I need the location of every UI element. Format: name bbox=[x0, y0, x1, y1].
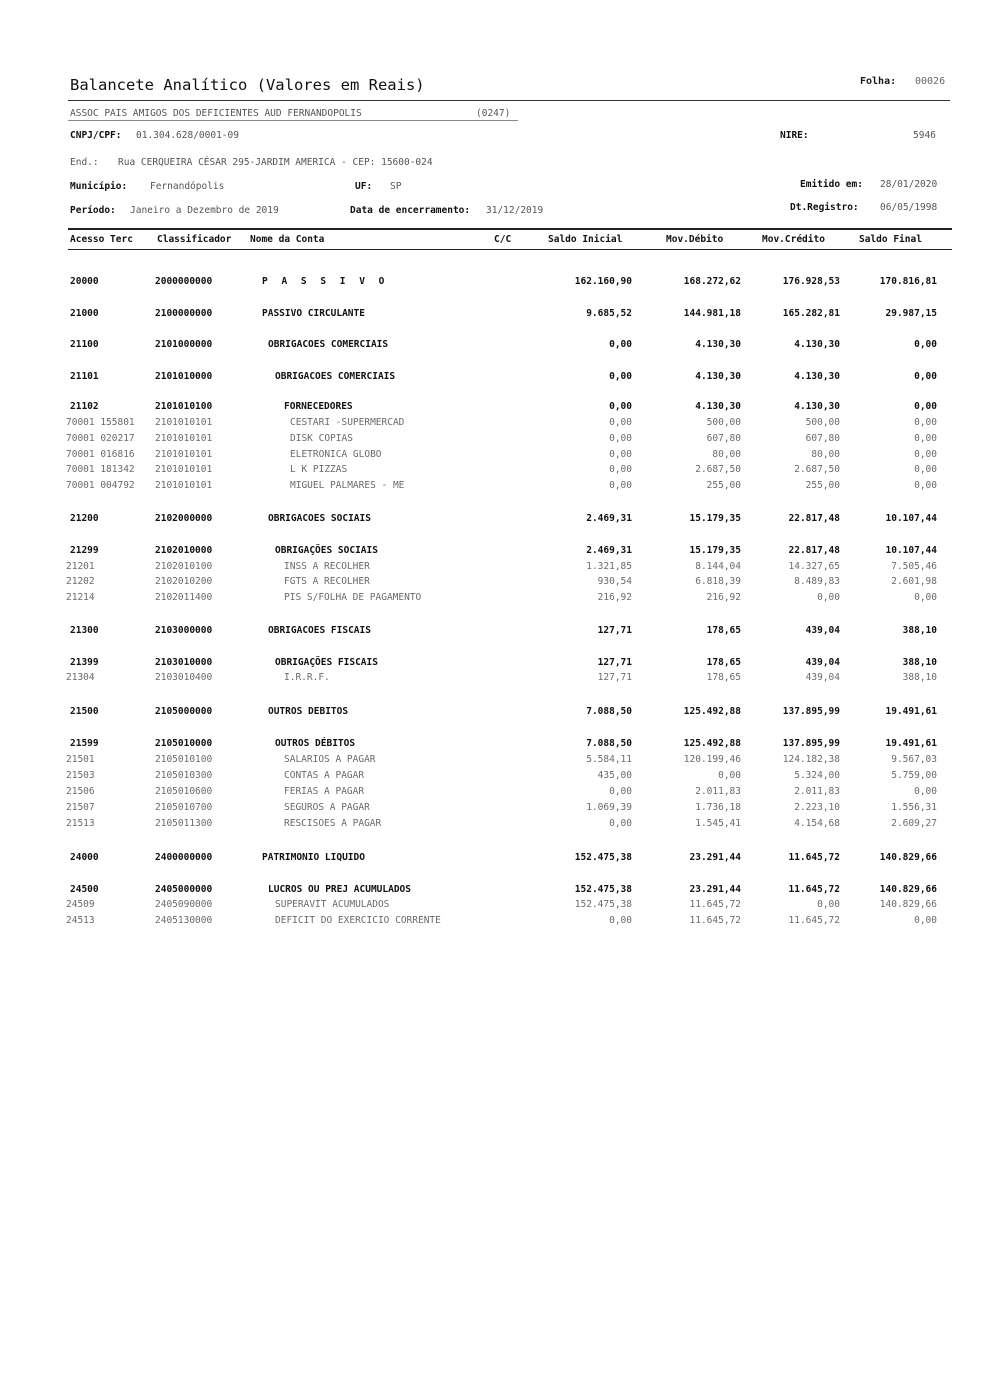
saldo-inicial-value: 216,92 bbox=[597, 592, 632, 603]
nire-value: 5946 bbox=[913, 130, 936, 141]
mov-debito-value: 15.179,35 bbox=[689, 545, 741, 556]
municipio-label: Município: bbox=[70, 181, 128, 192]
table-row bbox=[0, 464, 992, 478]
account-classificador: 2405090000 bbox=[155, 899, 213, 910]
mov-debito-value: 144.981,18 bbox=[683, 308, 741, 319]
saldo-final-value: 140.829,66 bbox=[879, 884, 937, 895]
saldo-inicial-value: 0,00 bbox=[609, 464, 632, 475]
mov-debito-value: 15.179,35 bbox=[689, 513, 741, 524]
account-name: INSS A RECOLHER bbox=[284, 561, 370, 572]
saldo-final-value: 140.829,66 bbox=[879, 852, 937, 863]
folha-label: Folha: bbox=[860, 76, 897, 87]
account-classificador: 2105010100 bbox=[155, 754, 213, 765]
mov-debito-value: 2.687,50 bbox=[695, 464, 741, 475]
account-acesso: 21501 bbox=[66, 754, 95, 765]
account-acesso: 21304 bbox=[66, 672, 95, 683]
mov-credito-value: 22.817,48 bbox=[788, 545, 840, 556]
account-classificador: 2100000000 bbox=[155, 308, 213, 319]
table-row bbox=[0, 592, 992, 606]
account-acesso: 21506 bbox=[66, 786, 95, 797]
saldo-final-value: 1.556,31 bbox=[891, 802, 937, 813]
entity-name: ASSOC PAIS AMIGOS DOS DEFICIENTES AUD FERNANDOPOLIS bbox=[70, 108, 362, 119]
mov-debito-value: 255,00 bbox=[706, 480, 741, 491]
endereco-value: Rua CERQUEIRA CÉSAR 295-JARDIM AMERICA - CEP: 15600-024 bbox=[118, 157, 433, 168]
account-acesso: 24509 bbox=[66, 899, 95, 910]
entity-rule bbox=[68, 120, 518, 121]
mov-debito-value: 1.736,18 bbox=[695, 802, 741, 813]
mov-credito-value: 11.645,72 bbox=[788, 852, 840, 863]
mov-debito-value: 6.818,39 bbox=[695, 576, 741, 587]
table-row bbox=[0, 884, 992, 898]
account-name: FGTS A RECOLHER bbox=[284, 576, 370, 587]
table-row bbox=[0, 339, 992, 353]
report-title: Balancete Analítico (Valores em Reais) bbox=[70, 76, 425, 94]
encerramento-value: 31/12/2019 bbox=[486, 205, 544, 216]
periodo-label: Período: bbox=[70, 205, 116, 216]
table-row bbox=[0, 786, 992, 800]
encerramento-label: Data de encerramento: bbox=[350, 205, 471, 216]
account-classificador: 2101010101 bbox=[155, 449, 213, 460]
account-name: FORNECEDORES bbox=[284, 401, 353, 412]
account-acesso: 21000 bbox=[70, 308, 99, 319]
saldo-final-value: 2.601,98 bbox=[891, 576, 937, 587]
saldo-inicial-value: 0,00 bbox=[609, 449, 632, 460]
table-row bbox=[0, 449, 992, 463]
mov-debito-value: 0,00 bbox=[718, 770, 741, 781]
account-classificador: 2101010100 bbox=[155, 401, 213, 412]
col-mov-debito: Mov.Débito bbox=[666, 234, 724, 245]
saldo-final-value: 29.987,15 bbox=[885, 308, 937, 319]
saldo-final-value: 19.491,61 bbox=[885, 706, 937, 717]
account-name: OBRIGAÇÕES FISCAIS bbox=[275, 657, 378, 668]
saldo-inicial-value: 1.069,39 bbox=[586, 802, 632, 813]
table-row bbox=[0, 672, 992, 686]
mov-credito-value: 2.011,83 bbox=[794, 786, 840, 797]
account-classificador: 2102000000 bbox=[155, 513, 213, 524]
mov-credito-value: 2.223,10 bbox=[794, 802, 840, 813]
col-saldo-final: Saldo Final bbox=[859, 234, 922, 245]
account-classificador: 2101010101 bbox=[155, 464, 213, 475]
table-row bbox=[0, 754, 992, 768]
col-nome-conta: Nome da Conta bbox=[250, 234, 325, 245]
periodo-value: Janeiro a Dezembro de 2019 bbox=[130, 205, 279, 216]
account-classificador: 2102010100 bbox=[155, 561, 213, 572]
uf-value: SP bbox=[390, 181, 402, 192]
account-name: OUTROS DEBITOS bbox=[268, 706, 349, 717]
saldo-final-value: 0,00 bbox=[914, 449, 937, 460]
account-classificador: 2103010000 bbox=[155, 657, 213, 668]
account-acesso: 21399 bbox=[70, 657, 99, 668]
saldo-final-value: 10.107,44 bbox=[885, 513, 937, 524]
endereco-label: End.: bbox=[70, 157, 99, 168]
table-row bbox=[0, 657, 992, 671]
registro-value: 06/05/1998 bbox=[880, 202, 938, 213]
mov-credito-value: 137.895,99 bbox=[782, 706, 840, 717]
account-acesso: 70001 155801 bbox=[66, 417, 135, 428]
saldo-final-value: 19.491,61 bbox=[885, 738, 937, 749]
saldo-inicial-value: 2.469,31 bbox=[586, 545, 632, 556]
saldo-inicial-value: 7.088,50 bbox=[586, 738, 632, 749]
saldo-final-value: 388,10 bbox=[902, 625, 937, 636]
saldo-final-value: 170.816,81 bbox=[879, 276, 937, 287]
account-acesso: 21300 bbox=[70, 625, 99, 636]
mov-debito-value: 500,00 bbox=[706, 417, 741, 428]
municipio-value: Fernandópolis bbox=[150, 181, 225, 192]
saldo-final-value: 10.107,44 bbox=[885, 545, 937, 556]
account-acesso: 24000 bbox=[70, 852, 99, 863]
mov-credito-value: 4.130,30 bbox=[794, 339, 840, 350]
mov-credito-value: 22.817,48 bbox=[788, 513, 840, 524]
mov-credito-value: 11.645,72 bbox=[788, 884, 840, 895]
mov-debito-value: 120.199,46 bbox=[683, 754, 741, 765]
saldo-inicial-value: 127,71 bbox=[597, 672, 632, 683]
account-classificador: 2101010000 bbox=[155, 371, 213, 382]
mov-debito-value: 168.272,62 bbox=[683, 276, 741, 287]
mov-credito-value: 5.324,00 bbox=[794, 770, 840, 781]
account-acesso: 21202 bbox=[66, 576, 95, 587]
account-classificador: 2400000000 bbox=[155, 852, 213, 863]
account-name: DEFICIT DO EXERCICIO CORRENTE bbox=[275, 915, 441, 926]
account-classificador: 2105010600 bbox=[155, 786, 213, 797]
saldo-inicial-value: 930,54 bbox=[597, 576, 632, 587]
mov-debito-value: 216,92 bbox=[706, 592, 741, 603]
account-acesso: 70001 016816 bbox=[66, 449, 135, 460]
account-acesso: 21299 bbox=[70, 545, 99, 556]
mov-credito-value: 4.154,68 bbox=[794, 818, 840, 829]
account-classificador: 2105000000 bbox=[155, 706, 213, 717]
table-row bbox=[0, 561, 992, 575]
mov-debito-value: 4.130,30 bbox=[695, 371, 741, 382]
saldo-final-value: 7.505,46 bbox=[891, 561, 937, 572]
saldo-inicial-value: 0,00 bbox=[609, 818, 632, 829]
mov-debito-value: 80,00 bbox=[712, 449, 741, 460]
account-classificador: 2105010700 bbox=[155, 802, 213, 813]
account-acesso: 24500 bbox=[70, 884, 99, 895]
account-classificador: 2105010000 bbox=[155, 738, 213, 749]
account-classificador: 2103000000 bbox=[155, 625, 213, 636]
col-saldo-inicial: Saldo Inicial bbox=[548, 234, 623, 245]
table-row bbox=[0, 545, 992, 559]
mov-credito-value: 165.282,81 bbox=[782, 308, 840, 319]
table-row bbox=[0, 899, 992, 913]
saldo-final-value: 0,00 bbox=[914, 464, 937, 475]
account-acesso: 21503 bbox=[66, 770, 95, 781]
table-row bbox=[0, 625, 992, 639]
mov-debito-value: 178,65 bbox=[706, 657, 741, 668]
saldo-inicial-value: 0,00 bbox=[609, 915, 632, 926]
saldo-inicial-value: 152.475,38 bbox=[574, 899, 632, 910]
mov-debito-value: 2.011,83 bbox=[695, 786, 741, 797]
account-name: PASSIVO CIRCULANTE bbox=[262, 308, 365, 319]
table-row bbox=[0, 371, 992, 385]
mov-debito-value: 11.645,72 bbox=[689, 915, 741, 926]
account-classificador: 2405000000 bbox=[155, 884, 213, 895]
table-row bbox=[0, 513, 992, 527]
saldo-inicial-value: 0,00 bbox=[609, 433, 632, 444]
account-name: LUCROS OU PREJ ACUMULADOS bbox=[268, 884, 411, 895]
saldo-inicial-value: 5.584,11 bbox=[586, 754, 632, 765]
account-name: DISK COPIAS bbox=[290, 433, 353, 444]
table-row bbox=[0, 818, 992, 832]
account-name: FERIAS A PAGAR bbox=[284, 786, 365, 797]
emitido-value: 28/01/2020 bbox=[880, 179, 938, 190]
saldo-inicial-value: 0,00 bbox=[609, 417, 632, 428]
saldo-final-value: 0,00 bbox=[914, 786, 937, 797]
mov-credito-value: 607,80 bbox=[805, 433, 840, 444]
mov-debito-value: 11.645,72 bbox=[689, 899, 741, 910]
mov-credito-value: 137.895,99 bbox=[782, 738, 840, 749]
saldo-inicial-value: 152.475,38 bbox=[574, 852, 632, 863]
cnpj-value: 01.304.628/0001-09 bbox=[136, 130, 239, 141]
account-acesso: 70001 004792 bbox=[66, 480, 135, 491]
account-classificador: 2102010200 bbox=[155, 576, 213, 587]
mov-credito-value: 124.182,38 bbox=[782, 754, 840, 765]
saldo-final-value: 0,00 bbox=[914, 915, 937, 926]
account-acesso: 21214 bbox=[66, 592, 95, 603]
saldo-inicial-value: 0,00 bbox=[609, 371, 632, 382]
account-classificador: 2405130000 bbox=[155, 915, 213, 926]
saldo-inicial-value: 0,00 bbox=[609, 480, 632, 491]
table-row bbox=[0, 480, 992, 494]
table-row bbox=[0, 276, 992, 290]
account-acesso: 21513 bbox=[66, 818, 95, 829]
saldo-final-value: 0,00 bbox=[914, 417, 937, 428]
saldo-final-value: 388,10 bbox=[902, 672, 937, 683]
mov-credito-value: 2.687,50 bbox=[794, 464, 840, 475]
account-name: ELETRONICA GLOBO bbox=[290, 449, 382, 460]
account-acesso: 21599 bbox=[70, 738, 99, 749]
col-cc: C/C bbox=[494, 234, 512, 245]
table-row bbox=[0, 433, 992, 447]
saldo-inicial-value: 1.321,85 bbox=[586, 561, 632, 572]
saldo-inicial-value: 127,71 bbox=[597, 657, 632, 668]
mov-debito-value: 178,65 bbox=[706, 625, 741, 636]
registro-label: Dt.Registro: bbox=[790, 202, 859, 213]
account-classificador: 2101010101 bbox=[155, 433, 213, 444]
entity-code: (0247) bbox=[476, 108, 511, 119]
account-classificador: 2105010300 bbox=[155, 770, 213, 781]
account-name: SEGUROS A PAGAR bbox=[284, 802, 370, 813]
account-acesso: 20000 bbox=[70, 276, 99, 287]
account-acesso: 70001 020217 bbox=[66, 433, 135, 444]
saldo-inicial-value: 0,00 bbox=[609, 401, 632, 412]
account-acesso: 70001 181342 bbox=[66, 464, 135, 475]
account-acesso: 21102 bbox=[70, 401, 99, 412]
account-name: PATRIMONIO LIQUIDO bbox=[262, 852, 365, 863]
mov-credito-value: 439,04 bbox=[805, 672, 840, 683]
account-acesso: 21500 bbox=[70, 706, 99, 717]
saldo-inicial-value: 0,00 bbox=[609, 339, 632, 350]
saldo-inicial-value: 435,00 bbox=[597, 770, 632, 781]
account-classificador: 2105011300 bbox=[155, 818, 213, 829]
mov-debito-value: 23.291,44 bbox=[689, 852, 741, 863]
account-name: OUTROS DÉBITOS bbox=[275, 738, 356, 749]
account-name: CONTAS A PAGAR bbox=[284, 770, 365, 781]
table-row bbox=[0, 401, 992, 415]
account-classificador: 2101010101 bbox=[155, 417, 213, 428]
table-row bbox=[0, 308, 992, 322]
account-name: MIGUEL PALMARES - ME bbox=[290, 480, 405, 491]
uf-label: UF: bbox=[355, 181, 373, 192]
mov-debito-value: 125.492,88 bbox=[683, 706, 741, 717]
account-classificador: 2101010101 bbox=[155, 480, 213, 491]
saldo-final-value: 2.609,27 bbox=[891, 818, 937, 829]
top-rule bbox=[68, 100, 950, 101]
col-acesso-terc: Acesso Terc bbox=[70, 234, 133, 245]
account-acesso: 21200 bbox=[70, 513, 99, 524]
header-top-rule bbox=[68, 228, 952, 230]
cnpj-label: CNPJ/CPF: bbox=[70, 130, 122, 141]
saldo-final-value: 5.759,00 bbox=[891, 770, 937, 781]
account-acesso: 21100 bbox=[70, 339, 99, 350]
mov-credito-value: 0,00 bbox=[817, 899, 840, 910]
header-bottom-rule bbox=[68, 249, 952, 250]
mov-debito-value: 125.492,88 bbox=[683, 738, 741, 749]
mov-debito-value: 23.291,44 bbox=[689, 884, 741, 895]
nire-label: NIRE: bbox=[780, 130, 809, 141]
mov-credito-value: 14.327,65 bbox=[788, 561, 840, 572]
saldo-inicial-value: 152.475,38 bbox=[574, 884, 632, 895]
account-name: RESCISOES A PAGAR bbox=[284, 818, 382, 829]
mov-credito-value: 500,00 bbox=[805, 417, 840, 428]
saldo-inicial-value: 9.685,52 bbox=[586, 308, 632, 319]
saldo-inicial-value: 162.160,90 bbox=[574, 276, 632, 287]
account-classificador: 2000000000 bbox=[155, 276, 213, 287]
mov-debito-value: 1.545,41 bbox=[695, 818, 741, 829]
saldo-final-value: 0,00 bbox=[914, 401, 937, 412]
mov-credito-value: 11.645,72 bbox=[788, 915, 840, 926]
mov-debito-value: 178,65 bbox=[706, 672, 741, 683]
account-acesso: 21507 bbox=[66, 802, 95, 813]
mov-credito-value: 4.130,30 bbox=[794, 401, 840, 412]
account-name: OBRIGACOES FISCAIS bbox=[268, 625, 371, 636]
mov-credito-value: 8.489,83 bbox=[794, 576, 840, 587]
saldo-inicial-value: 0,00 bbox=[609, 786, 632, 797]
mov-debito-value: 4.130,30 bbox=[695, 339, 741, 350]
account-name: SUPERAVIT ACUMULADOS bbox=[275, 899, 390, 910]
saldo-final-value: 0,00 bbox=[914, 339, 937, 350]
account-acesso: 21101 bbox=[70, 371, 99, 382]
table-row bbox=[0, 576, 992, 590]
account-name: CESTARI -SUPERMERCAD bbox=[290, 417, 405, 428]
table-row bbox=[0, 770, 992, 784]
folha-value: 00026 bbox=[915, 76, 946, 87]
saldo-inicial-value: 7.088,50 bbox=[586, 706, 632, 717]
table-row bbox=[0, 802, 992, 816]
mov-credito-value: 176.928,53 bbox=[782, 276, 840, 287]
saldo-final-value: 0,00 bbox=[914, 433, 937, 444]
mov-credito-value: 255,00 bbox=[805, 480, 840, 491]
account-name: OBRIGACOES COMERCIAIS bbox=[275, 371, 396, 382]
account-classificador: 2101000000 bbox=[155, 339, 213, 350]
account-name: OBRIGAÇÕES SOCIAIS bbox=[275, 545, 378, 556]
saldo-final-value: 140.829,66 bbox=[879, 899, 937, 910]
table-row bbox=[0, 417, 992, 431]
table-row bbox=[0, 915, 992, 929]
table-row bbox=[0, 738, 992, 752]
mov-debito-value: 8.144,04 bbox=[695, 561, 741, 572]
account-name: SALARIOS A PAGAR bbox=[284, 754, 376, 765]
mov-debito-value: 4.130,30 bbox=[695, 401, 741, 412]
saldo-final-value: 9.567,03 bbox=[891, 754, 937, 765]
saldo-final-value: 0,00 bbox=[914, 480, 937, 491]
account-acesso: 24513 bbox=[66, 915, 95, 926]
saldo-final-value: 388,10 bbox=[902, 657, 937, 668]
mov-credito-value: 80,00 bbox=[811, 449, 840, 460]
emitido-label: Emitido em: bbox=[800, 179, 863, 190]
account-acesso: 21201 bbox=[66, 561, 95, 572]
mov-credito-value: 0,00 bbox=[817, 592, 840, 603]
account-name: I.R.R.F. bbox=[284, 672, 330, 683]
mov-credito-value: 4.130,30 bbox=[794, 371, 840, 382]
saldo-final-value: 0,00 bbox=[914, 592, 937, 603]
table-row bbox=[0, 852, 992, 866]
account-classificador: 2102011400 bbox=[155, 592, 213, 603]
mov-credito-value: 439,04 bbox=[805, 625, 840, 636]
saldo-inicial-value: 127,71 bbox=[597, 625, 632, 636]
account-name: OBRIGACOES SOCIAIS bbox=[268, 513, 371, 524]
account-classificador: 2103010400 bbox=[155, 672, 213, 683]
account-name: PIS S/FOLHA DE PAGAMENTO bbox=[284, 592, 422, 603]
mov-credito-value: 439,04 bbox=[805, 657, 840, 668]
account-name: OBRIGACOES COMERCIAIS bbox=[268, 339, 389, 350]
col-classificador: Classificador bbox=[157, 234, 232, 245]
account-classificador: 2102010000 bbox=[155, 545, 213, 556]
table-row bbox=[0, 706, 992, 720]
account-name: P A S S I V O bbox=[262, 276, 389, 287]
account-name: L K PIZZAS bbox=[290, 464, 348, 475]
saldo-inicial-value: 2.469,31 bbox=[586, 513, 632, 524]
saldo-final-value: 0,00 bbox=[914, 371, 937, 382]
col-mov-credito: Mov.Crédito bbox=[762, 234, 825, 245]
mov-debito-value: 607,80 bbox=[706, 433, 741, 444]
